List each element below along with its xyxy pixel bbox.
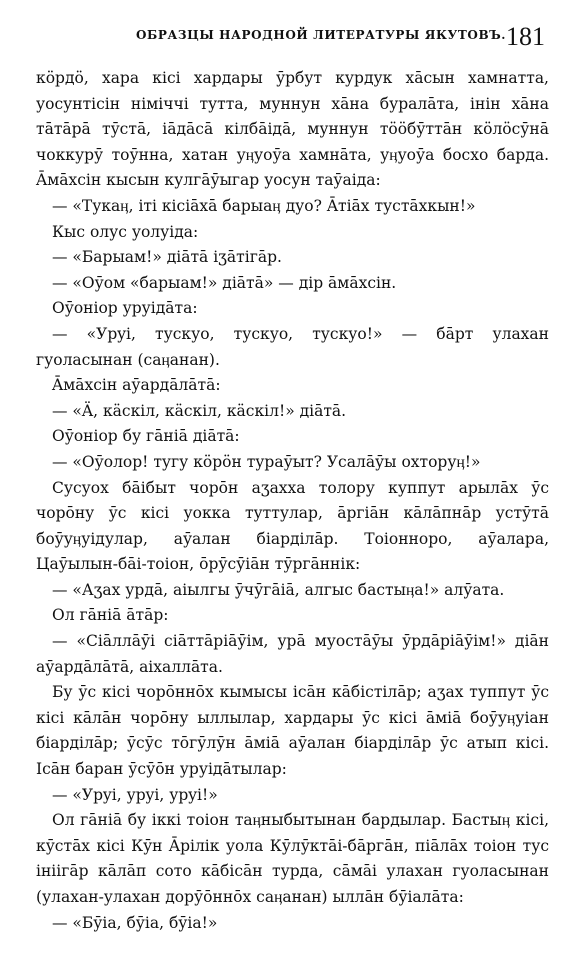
paragraph: Ол гāнiā āтāр: xyxy=(52,606,169,625)
paragraph: — «Бӯiа, бӯiа, бӯiа!» xyxy=(52,913,218,932)
paragraph: кöрдö, хара кiсi хардары ӯрбут курдук хāсын хамнатта, уосунтiсiн нiмiччi тутта, муннун хāна буралāта, iнiн хāна тāтāрā тӯстā, iāдāсā кiлбāiдā, муннун тööбӯттāн кöлöсӯнā чоккурӯ тоӯнна, хатан уӊуоӯа хамнāта, уӊуоӯа босхо барда. Āмāхсiн кысын кулгāӯыгар уосун таӯаiда: xyxy=(36,69,549,190)
paragraph: Сусуох бāiбыт чорōн аӡахха толору куппут арылāх ӯс чорōну ӯс кiсi уокка туттулар, āргiāн кāлāпнāр устӯтā боӯуӊуiдулар, аӯалан бiардiлāр. Тоiонноро, аӯалара, Цаӯылын-бāi-тоiон, ōрӯсӯiāн тӯргāннiк: xyxy=(36,478,549,574)
paragraph: — «Оӯолор! тугу кöрöн тураӯыт? Усалāӯы охторуӊ!» xyxy=(52,452,481,471)
paragraph: Āмāхсiн аӯардāлāтā: xyxy=(52,376,221,395)
page-header xyxy=(36,22,549,58)
body-text xyxy=(36,66,549,936)
paragraph: — «Урyi, тускуо, тускуо, тускуо!» — бāрт улахан гуоласынан (саӊанан). xyxy=(36,324,549,369)
paragraph: Бу ӯс кiсi чорōннōх кымысы iсāн кāбiстiлāр; аӡах туппут ӯс кiсi кāлāн чорōну ыллылар, хардары ӯс кiсi āмiā боӯуӊуiан бiардiлāр; ӯсӯс тōгӯлӯн āмiā аӯалан бiардiлāр ӯс атып кiсi. Iсāн баран ӯсӯōн уруiдāтылар: xyxy=(36,683,549,779)
paragraph: Оӯонiор бу гāнiā дiāтā: xyxy=(52,427,240,446)
paragraph: Кыс олус уолуiда: xyxy=(52,222,199,241)
paragraph: — «Тукаӊ, iтi кiсiāхā барыаӊ дуо? Āтiāх тустāхкын!» xyxy=(52,196,476,215)
running-title: ОБРАЗЦЫ НАРОДНОЙ ЛИТЕРАТУРЫ ЯКУТОВЪ. xyxy=(136,28,507,42)
paragraph: — «Сiāллāӯi сiāттāрiāӯiм, урā муостāӯы ӯрдāрiāӯiм!» дiāн аӯардāлāтā, аiхаллāта. xyxy=(36,632,549,676)
paragraph: — «Барыам!» дiāтā iӡāтiгāр. xyxy=(52,248,282,267)
paragraph: — «Ä, кäскiл, кäскiл, кäскiл!» дiāтā. xyxy=(52,401,347,420)
paragraph: — «Урyi, урyi, урyi!» xyxy=(52,785,218,804)
paragraph: — «Аӡах урдā, аiылгы ӯчӯгāiā, алгыс бастыӊа!» алӯата. xyxy=(52,580,505,599)
paragraph: — «Оӯом «барыам!» дiāтā» — дiр āмāхсiн. xyxy=(52,273,397,292)
page-number: 181 xyxy=(506,22,545,51)
paragraph: Оӯонiор уруiдāта: xyxy=(52,299,198,318)
paragraph: Ол гāнiā бу iккi тоiон таӊныбытынан бардылар. Бастыӊ кiсi, кӯстāх кiсi Кӯн Āрiлiк уола Кӯлӯктāi-бāргāн, пiāлāх тоiон тус iнiiгāр кāлāп сото кāбiсāн турда, сāмāi улахан гуоласынан (улахан-улахан дорӯōннōх саӊанан) ыллāн бӯiалāта: xyxy=(36,811,549,906)
